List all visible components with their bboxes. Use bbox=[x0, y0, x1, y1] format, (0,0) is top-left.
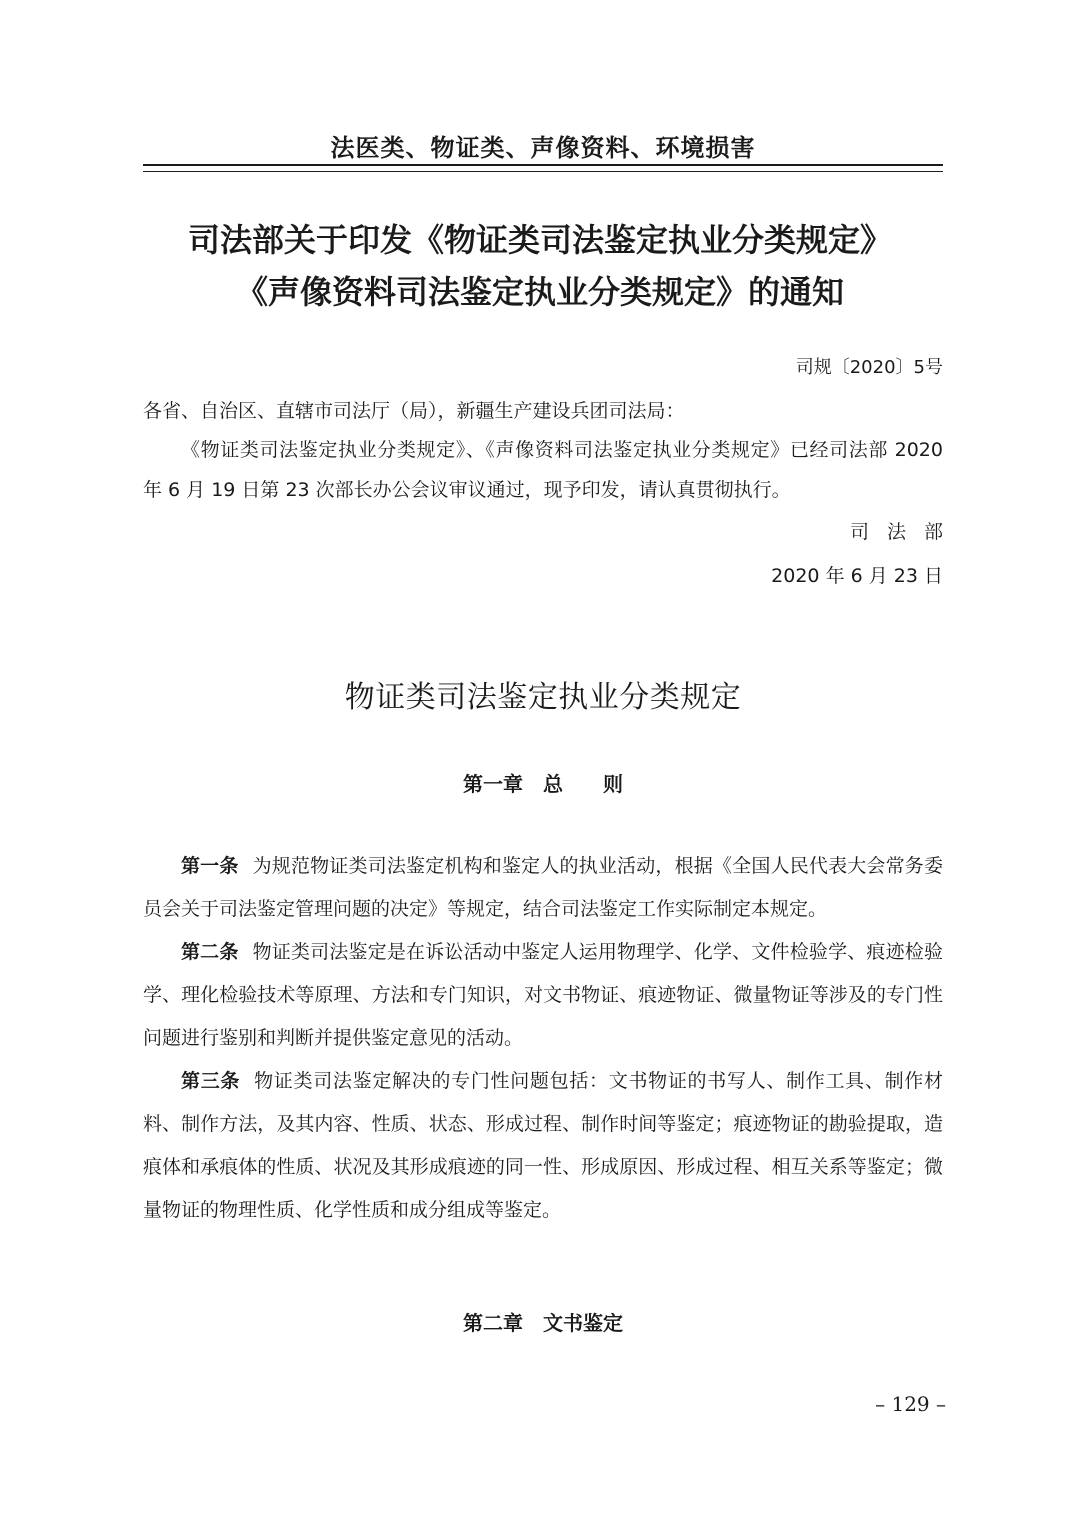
regulation-title: 物证类司法鉴定执业分类规定 bbox=[344, 680, 742, 715]
chapter-heading: 第二章 文书鉴定 bbox=[463, 1311, 623, 1335]
article bbox=[143, 931, 943, 1060]
running-header: 法医类、物证类、声像资料、环境损害 bbox=[330, 133, 756, 162]
article-text: 物证类司法鉴定是在诉讼活动中鉴定人运用物理学、化学、文件检验学、痕迹检验学、理化检验技术等原理、方法和专门知识，对文书物证、痕迹物证、微量物证等涉及的专门性问题进行鉴别和判断并提供鉴定意见的活动。 bbox=[143, 941, 943, 1049]
issuer: 司法部 bbox=[849, 521, 961, 543]
article-text: 物证类司法鉴定解决的专门性问题包括：文书物证的书写人、制作工具、制作材料、制作方法，及其内容、性质、状态、形成过程、制作时间等鉴定；痕迹物证的勘验提取，造痕体和承痕体的性质、状况及其形成痕迹的同一性、形成原因、形成过程、相互关系等鉴定；微量物证的物理性质、化学性质和成分组成等鉴定。 bbox=[143, 1070, 943, 1221]
notice-title-line1: 司法部关于印发《物证类司法鉴定执业分类规定》 bbox=[187, 221, 892, 259]
issue-date: 2020 年 6 月 23 日 bbox=[771, 565, 943, 587]
notice-title bbox=[110, 214, 970, 318]
article-label: 第一条 bbox=[181, 855, 239, 877]
article bbox=[143, 1060, 943, 1232]
chapter-heading: 第一章 总 则 bbox=[463, 772, 623, 796]
page-number: – 129 – bbox=[875, 1392, 946, 1416]
article-list bbox=[143, 845, 943, 1232]
header-rule-thick bbox=[143, 164, 943, 166]
article-label: 第二条 bbox=[181, 941, 239, 963]
article bbox=[143, 845, 943, 931]
article-text: 为规范物证类司法鉴定机构和鉴定人的执业活动，根据《全国人民代表大会常务委员会关于司法鉴定管理问题的决定》等规定，结合司法鉴定工作实际制定本规定。 bbox=[143, 855, 943, 920]
header-rule-thin bbox=[143, 171, 943, 172]
article-label: 第三条 bbox=[181, 1070, 241, 1092]
document-number: 司规〔2020〕5号 bbox=[795, 357, 943, 378]
notice-title-line2: 《声像资料司法鉴定执业分类规定》的通知 bbox=[235, 273, 844, 311]
notice-body: 《物证类司法鉴定执业分类规定》、《声像资料司法鉴定执业分类规定》已经司法部 2020 年 6 月 19 日第 23 次部长办公会议审议通过，现予印发，请认真贯彻执行。 bbox=[143, 439, 943, 501]
addressee: 各省、自治区、直辖市司法厅（局），新疆生产建设兵团司法局： bbox=[143, 400, 685, 422]
